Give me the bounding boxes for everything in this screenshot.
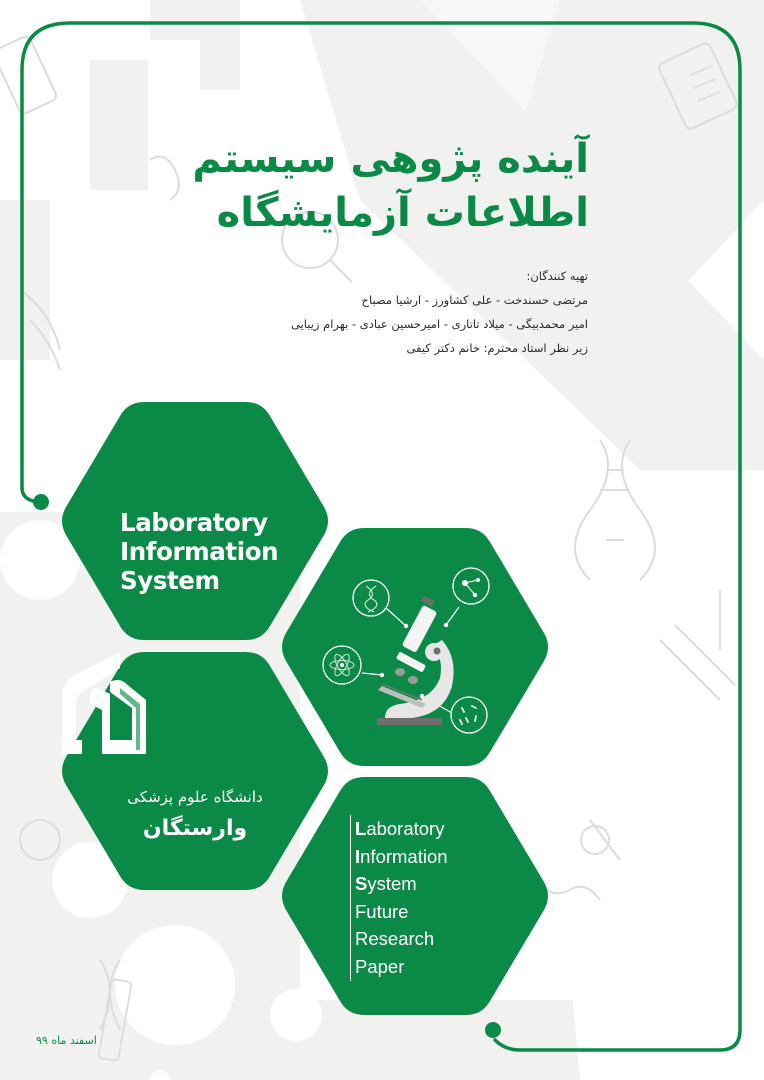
title-line-2: اطلاعات آزمایشگاه <box>216 190 589 236</box>
credits-block <box>168 264 588 360</box>
document-title <box>169 132 589 240</box>
university-logo-icon <box>62 652 152 756</box>
authors-line-2: امیر محمدبیگی - میلاد تاتاری - امیرحسین عبادی - بهرام زیبایی <box>290 317 588 331</box>
logo-line-1: Laboratory <box>120 508 268 537</box>
quote-icon <box>62 402 96 420</box>
title-line-1: آینده پژوهی سیستم <box>192 136 589 182</box>
publication-date: اسفند ماه ۹۹ <box>36 1034 97 1047</box>
acronym-item: Future <box>355 900 409 922</box>
university-name-line-1: دانشگاه علوم پزشکی <box>127 788 263 806</box>
logo-wordmark <box>120 508 278 595</box>
acronym-item: Research <box>355 928 435 950</box>
acronym-item: Laboratory <box>355 818 445 839</box>
logo-line-3: System <box>120 566 220 595</box>
hexagon-acronym <box>282 777 548 1015</box>
supervisor-line: زیر نظر استاد محترم: خانم دکتر کیفی <box>406 341 588 355</box>
acronym-list <box>350 815 448 981</box>
acronym-item: Paper <box>355 955 405 977</box>
university-name-line-2: وارستگان <box>142 816 248 841</box>
authors-line-1: مرتضی حسندخت - علی کشاورز - ارشیا مصباح <box>361 293 588 307</box>
acronym-item: Information <box>355 845 448 867</box>
credits-label: تهیه کنندگان: <box>526 269 588 283</box>
logo-line-2: Information <box>120 537 279 566</box>
acronym-item: System <box>355 873 417 895</box>
